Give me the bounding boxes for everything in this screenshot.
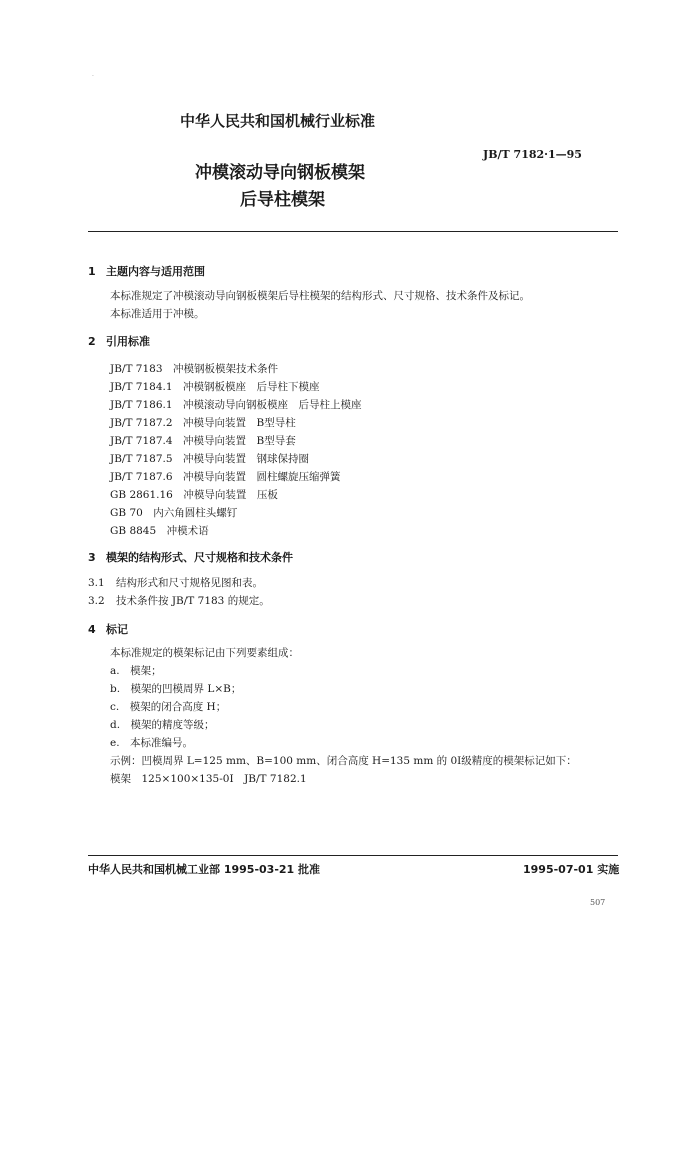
clause-3-2-number: 3.2 <box>88 595 105 607</box>
section-1-heading <box>88 263 205 279</box>
reference-item: GB 70 内六角圆柱头螺钉 <box>110 507 238 519</box>
clause-3-2-text: 技术条件按 JB/T 7183 的规定。 <box>116 595 270 607</box>
marking-element: b. 模架的凹模周界 L×B； <box>110 683 242 695</box>
clause-3-2 <box>88 593 270 608</box>
section-3-title: 模架的结构形式、尺寸规格和技术条件 <box>106 551 293 564</box>
approval-note: 中华人民共和国机械工业部 1995-03-21 批准 <box>88 863 321 876</box>
reference-item: JB/T 7183 冲模钢板模架技术条件 <box>110 363 279 375</box>
section-2-title: 引用标准 <box>106 335 150 348</box>
bottom-divider <box>88 855 618 856</box>
marking-element: e. 本标准编号。 <box>110 737 194 749</box>
marking-element: a. 模架； <box>110 665 162 677</box>
implementation-date: 1995-07-01 实施 <box>523 863 620 876</box>
section-3-number: 3 <box>88 551 96 564</box>
reference-item: GB 2861.16 冲模导向装置 压板 <box>110 489 278 501</box>
reference-item: JB/T 7184.1 冲模钢板模座 后导柱下模座 <box>110 381 320 393</box>
reference-item: JB/T 7186.1 冲模滚动导向钢板模座 后导柱上模座 <box>110 399 362 411</box>
section-1-paragraph-2: 本标准适用于冲模。 <box>110 308 205 320</box>
top-divider <box>88 231 618 232</box>
section-4-title: 标记 <box>106 623 128 636</box>
marking-example: 示例：凹模周界 L=125 mm、B=100 mm、闭合高度 H=135 mm 的 0Ⅰ级精度的模架标记如下： <box>110 755 577 767</box>
reference-item: JB/T 7187.5 冲模导向装置 钢球保持圈 <box>110 453 310 465</box>
section-1-title: 主题内容与适用范围 <box>106 265 205 278</box>
clause-3-1 <box>88 575 263 590</box>
section-1-paragraph-1: 本标准规定了冲模滚动导向钢板模架后导柱模架的结构形式、尺寸规格、技术条件及标记。 <box>110 290 530 302</box>
marking-sample: 模架 125×100×135-0Ⅰ JB/T 7182.1 <box>110 773 307 785</box>
standard-number: JB/T 7182·1—95 <box>483 148 582 161</box>
marking-element: c. 模架的闭合高度 H； <box>110 701 227 713</box>
page-number: 507 <box>590 898 606 907</box>
document-title-line-2: 后导柱模架 <box>240 190 325 210</box>
section-3-heading <box>88 549 293 565</box>
industry-standard-title: 中华人民共和国机械行业标准 <box>180 112 376 130</box>
marking-element: d. 模架的精度等级； <box>110 719 215 731</box>
section-1-number: 1 <box>88 265 96 278</box>
reference-item: JB/T 7187.4 冲模导向装置 B型导套 <box>110 435 296 447</box>
section-4-heading <box>88 621 128 637</box>
scan-dot: · <box>92 73 94 80</box>
clause-3-1-number: 3.1 <box>88 577 105 589</box>
section-2-heading <box>88 333 150 349</box>
marking-intro: 本标准规定的模架标记由下列要素组成： <box>110 647 299 659</box>
clause-3-1-text: 结构形式和尺寸规格见图和表。 <box>116 577 263 589</box>
document-title-line-1: 冲模滚动导向钢板模架 <box>195 163 365 183</box>
reference-item: GB 8845 冲模术语 <box>110 525 209 537</box>
reference-item: JB/T 7187.6 冲模导向装置 圆柱螺旋压缩弹簧 <box>110 471 341 483</box>
section-2-number: 2 <box>88 335 96 348</box>
section-4-number: 4 <box>88 623 96 636</box>
reference-item: JB/T 7187.2 冲模导向装置 B型导柱 <box>110 417 296 429</box>
